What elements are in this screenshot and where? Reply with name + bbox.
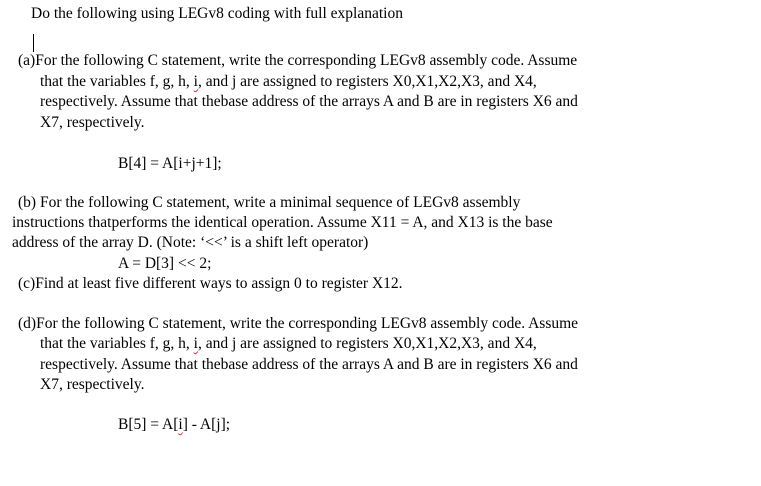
part-b-line-2: instructions thatperforms the identical operation. Assume X11 = A, and X13 is the base — [12, 214, 553, 231]
document-title: Do the following using LEGv8 coding with full explanation — [31, 5, 403, 22]
part-a-line-2 — [40, 72, 537, 93]
part-b-code: A = D[3] << 2; — [118, 255, 212, 272]
part-a-line-2-pre: that the variables f, g, h, — [40, 73, 194, 90]
misspelled-word[interactable]: i — [178, 416, 183, 433]
part-d-code-post: ] - A[j]; — [182, 416, 231, 433]
part-d-line-3: respectively. Assume that thebase address of the arrays A and B are in registers X6 and — [40, 356, 578, 373]
part-d-line-2-pre: that the variables f, g, h, — [40, 335, 194, 352]
misspelled-word[interactable]: i — [193, 335, 198, 352]
part-a-line-3: respectively. Assume that thebase address of the arrays A and B are in registers X6 and — [40, 93, 578, 110]
misspelled-word[interactable]: i — [193, 73, 198, 90]
part-a-line-2-post: , and j are assigned to registers X0,X1,X2,X3, and X4, — [197, 73, 537, 90]
part-d-line-4: X7, respectively. — [40, 376, 145, 393]
part-c-line-1: (c)Find at least five different ways to assign 0 to register X12. — [18, 275, 403, 292]
part-a-line-1: (a)For the following C statement, write the corresponding LEGv8 assembly code. Assume — [18, 52, 578, 69]
part-d-line-1: (d)For the following C statement, write the corresponding LEGv8 assembly code. Assume — [18, 315, 579, 332]
part-b-line-3: address of the array D. (Note: ‘<<’ is a shift left operator) — [12, 234, 369, 251]
part-a-line-4: X7, respectively. — [40, 114, 145, 131]
part-d-code-pre: B[5] = A[ — [118, 416, 179, 433]
part-d-line-2 — [40, 334, 537, 355]
part-d-line-2-post: , and j are assigned to registers X0,X1,X2,X3, and X4, — [197, 335, 537, 352]
part-a-code: B[4] = A[i+j+1]; — [118, 155, 222, 172]
text-cursor[interactable] — [33, 34, 34, 52]
part-b-line-1: (b) For the following C statement, write a minimal sequence of LEGv8 assembly — [18, 194, 521, 211]
part-d-code — [118, 415, 230, 436]
